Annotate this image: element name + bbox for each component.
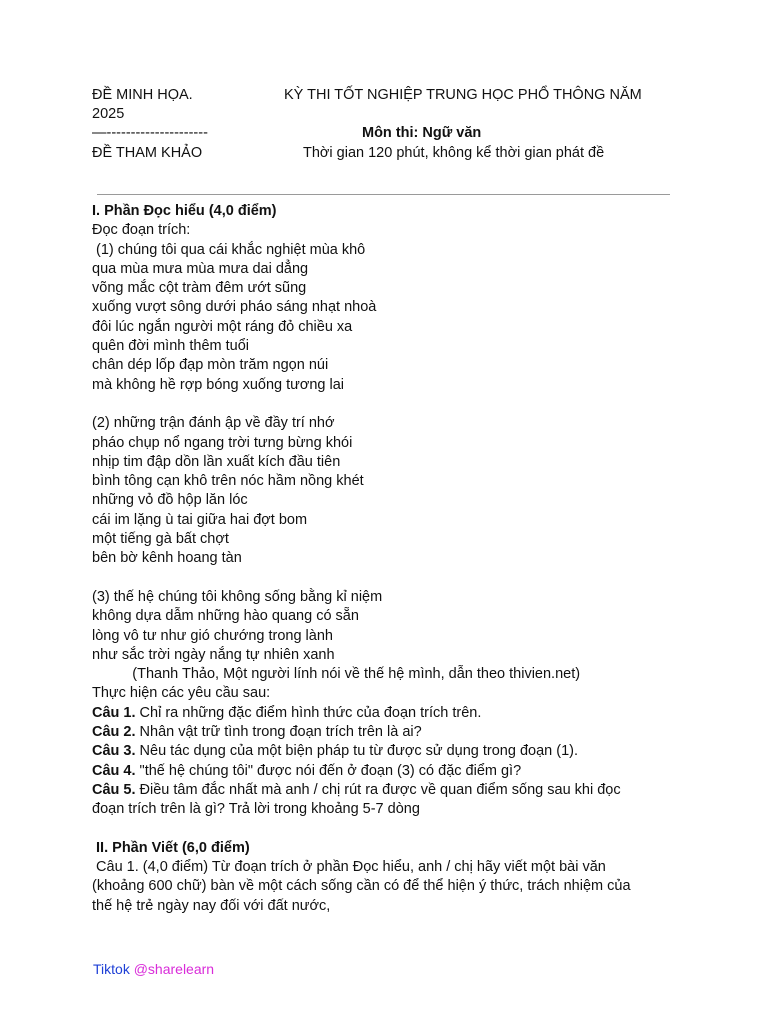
poem-line: mà không hề rợp bóng xuống tương lai (92, 376, 345, 393)
header-reference-label: ĐỀ THAM KHẢO (92, 145, 203, 161)
question-text: Nêu tác dụng của một biện pháp tu từ được sử dụng trong đoạn (1). (135, 743, 578, 760)
poem-line: bình tông cạn khô trên nóc hầm nồng khét (92, 473, 364, 490)
poem-line: một tiếng gà bất chợt (92, 531, 229, 548)
tiktok-label: Tiktok (93, 961, 130, 977)
poem-line: (1) chúng tôi qua cái khắc nghiệt mùa khô (92, 241, 366, 258)
poem-line: qua mùa mưa mùa mưa dai dẳng (92, 260, 309, 277)
question-text: "thế hệ chúng tôi" được nói đến ở đoạn (3) có đặc điểm gì? (135, 762, 522, 779)
poem-source: (Thanh Thảo, Một người lính nói về thế hệ mình, dẫn theo thivien.net) (92, 666, 581, 683)
writing-heading: II. Phần Viết (6,0 điểm) (92, 839, 250, 856)
header-exam-type: ĐỀ MINH HỌA. (92, 87, 193, 103)
header-divider-dashes: —--------------------- (92, 125, 208, 141)
question-label: Câu 5. (92, 781, 136, 798)
poem-line: bên bờ kênh hoang tàn (92, 550, 242, 567)
writing-line: (khoảng 600 chữ) bàn về một cách sống cần có để thể hiện ý thức, trách nhiệm của (92, 878, 631, 895)
question-5 (92, 781, 631, 800)
poem-line: không dựa dẫm những hào quang có sẵn (92, 608, 359, 625)
task-intro: Thực hiện các yêu cầu sau: (92, 685, 271, 702)
poem-line: (3) thế hệ chúng tôi không sống bằng kỉ niệm (92, 588, 383, 605)
blank-line (92, 395, 631, 414)
poem-line: võng mắc cột tràm đêm ướt sũng (92, 280, 307, 297)
horizontal-rule (97, 194, 670, 195)
poem-line: pháo chụp nổ ngang trời tưng bừng khói (92, 434, 353, 451)
writing-line: thế hệ trẻ ngày nay đối với đất nước, (92, 897, 331, 914)
question-text: Nhân vật trữ tình trong đoạn trích trên là ai? (135, 724, 422, 741)
poem-line: cái im lặng ù tai giữa hai đợt bom (92, 511, 308, 528)
question-label: Câu 2. (92, 724, 136, 741)
question-3 (92, 742, 631, 761)
question-text: Điều tâm đắc nhất mà anh / chị rút ra được về quan điểm sống sau khi đọc (135, 781, 621, 798)
poem-line: xuống vượt sông dưới pháo sáng nhạt nhoà (92, 299, 377, 316)
question-2 (92, 723, 631, 742)
header-year: 2025 (92, 106, 125, 122)
poem-line: những vỏ đồ hộp lăn lóc (92, 492, 248, 509)
question-text: Chỉ ra những đặc điểm hình thức của đoạn trích trên. (135, 704, 482, 721)
header-exam-title: KỲ THI TỐT NGHIỆP TRUNG HỌC PHỔ THÔNG NĂM (284, 87, 642, 103)
poem-line: quên đời mình thêm tuổi (92, 338, 250, 355)
question-5-continuation: đoạn trích trên là gì? Trả lời trong khoảng 5-7 dòng (92, 801, 420, 818)
question-1 (92, 704, 631, 723)
poem-line: chân dép lốp đạp mòn trăm ngọn núi (92, 357, 329, 374)
header-time: Thời gian 120 phút, không kể thời gian phát đề (303, 145, 605, 161)
reading-section (92, 202, 631, 916)
reading-heading: I. Phần Đọc hiểu (4,0 điểm) (92, 203, 277, 219)
poem-line: (2) những trận đánh ập về đầy trí nhớ (92, 415, 335, 432)
blank-line (92, 820, 631, 839)
header-subject: Môn thi: Ngữ văn (362, 125, 482, 141)
question-label: Câu 3. (92, 743, 136, 760)
poem-line: nhịp tim đập dồn lần xuất kích đầu tiên (92, 453, 341, 470)
reading-intro: Đọc đoạn trích: (92, 222, 191, 239)
poem-line: đôi lúc ngắn người một ráng đỏ chiều xa (92, 318, 353, 335)
writing-line: Câu 1. (4,0 điểm) Từ đoạn trích ở phần Đọc hiểu, anh / chị hãy viết một bài văn (92, 859, 606, 876)
footer-credit (93, 961, 214, 977)
question-4 (92, 762, 631, 781)
poem-line: như sắc trời ngày nắng tự nhiên xanh (92, 646, 335, 663)
question-label: Câu 1. (92, 704, 136, 721)
question-label: Câu 4. (92, 762, 136, 779)
blank-line (92, 569, 631, 588)
tiktok-handle[interactable]: @sharelearn (133, 961, 215, 977)
poem-line: lòng vô tư như gió chướng trong lành (92, 627, 333, 644)
